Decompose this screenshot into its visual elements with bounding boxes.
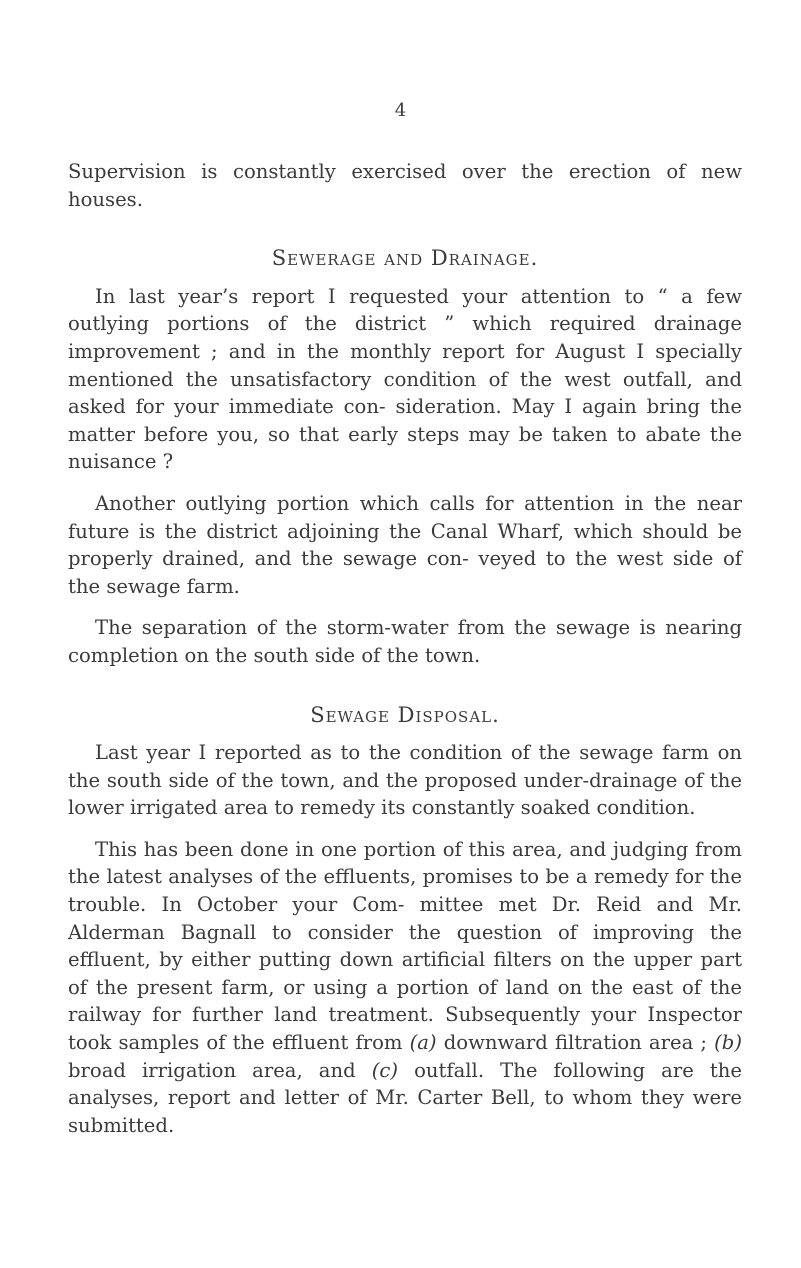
effluent-text-4: outfall. The following are the analyses, report and letter of Mr. Carter Bell, to whom they were submitted. (68, 1058, 742, 1137)
marker-a: (a) (409, 1031, 437, 1055)
heading-sewage-disposal: Sewage Disposal. (310, 702, 500, 727)
page-number: 4 (394, 100, 407, 121)
paragraph-sewage-farm: Last year I reported as to the condition of the sewage farm on the south side of the town, and the proposed under-drainage of the lower irrigated area to remedy its constantly soaked condition. (68, 741, 742, 820)
marker-b: (b) (714, 1031, 742, 1055)
paragraph-storm-water: The separation of the storm-water from the sewage is nearing completion on the south side of the town. (68, 616, 742, 667)
paragraph-outlying-portions: In last year’s report I requested your attention to “ a few outlying portions of the district ” which required drainage improvement ; and in the monthly report for August I specially mentioned the unsatisfactory condition of the west outfall, and asked for your immediate con- sideration. May I again bring the matter before you, so that early steps may be taken to abate the nuisance ? (68, 284, 742, 474)
paragraph-supervision: Supervision is constantly exercised over the erection of new houses. (68, 160, 742, 211)
heading-sewerage-and-drainage: Sewerage and Drainage. (271, 246, 539, 271)
document-body (68, 158, 742, 1139)
paragraph-effluent-analyses (68, 836, 742, 1140)
effluent-text-2: downward filtration area ; (436, 1031, 715, 1055)
effluent-text-1: This has been done in one portion of this area, and judging from the latest analyses of the effluents, promises to be a remedy for the trouble. In October your Com- mittee met Dr. Reid and Mr. Alderman Bagnall to consider the question of improving the effluent, by either putting down artificial filters on the upper part of the present farm, or using a portion of land on the east of the railway for further land treatment. Subsequently your Inspector took samples of the effluent from (68, 837, 742, 1055)
marker-c: (c) (371, 1058, 398, 1082)
effluent-text-3: broad irrigation area, and (68, 1058, 372, 1082)
paragraph-canal-wharf: Another outlying portion which calls for attention in the near future is the district adjoining the Canal Wharf, which should be properly drained, and the sewage con- veyed to the west side of the sewage farm. (68, 491, 742, 598)
